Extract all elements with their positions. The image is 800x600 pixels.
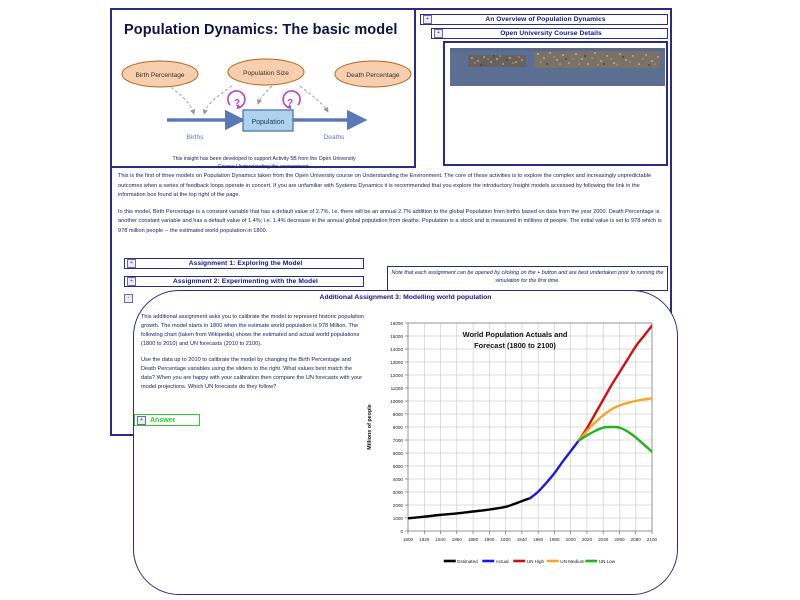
body-text: [118, 172, 666, 244]
page-title: Population Dynamics: The basic model: [124, 22, 398, 38]
y-axis-tick: 7000: [392, 438, 403, 444]
legend-label-un-medium: UN Medium: [560, 558, 585, 564]
model-panel: [112, 10, 416, 168]
assignment-1-label: Assignment 1: Exploring the Model: [188, 260, 303, 267]
body-paragraph-2: In this model, Birth Percentage is a constant variable that has a default value of 2.7%, i.e. there will be an annual 2.7% addition to the global Population from births based on data from the year 2000. Death Percentage is another constant variable and has a default value of 1.4%; i.e. 1.4% decrease in the annual global population from deaths. Population is a stock and is measured in millions of people. The initial value is set to 978 which is 978 million people -- the estimated world population in 1800.: [118, 208, 662, 235]
y-axis-tick: 3000: [392, 490, 403, 496]
y-axis-tick: 16000: [390, 321, 403, 327]
x-axis-tick: 1880: [467, 537, 479, 542]
population-stock-label: Population: [251, 119, 285, 126]
chart-title-line-1: World Population Actuals and: [462, 330, 568, 339]
collapse-minus-icon[interactable]: -: [124, 294, 133, 303]
assignment-note-text: Note that each assignment can be opened by clicking on the + button and are best undertaken prior to running the simulation for the first time.: [391, 270, 664, 285]
loop-question-left: ?: [233, 98, 241, 109]
feedback-loop-icon-right: [283, 91, 300, 109]
y-axis-tick: 14000: [390, 347, 403, 353]
expand-plus-icon[interactable]: +: [423, 15, 432, 24]
legend-label-un-low: UN Low: [598, 558, 616, 564]
y-axis-tick: 4000: [392, 477, 403, 483]
y-axis-tick: 15000: [390, 334, 403, 340]
x-axis-tick: 1900: [484, 537, 495, 542]
y-axis-tick: 10000: [390, 399, 403, 405]
assignment-3-paragraph-2: Use the data up to 2010 to calibrate the model by changing the Birth Percentage and Death Percentage variables using the sliders to the right. What values best match the data? When you are happy with your calibration then compare the UN forecasts with your model projections. Which UN forecasts do they follow?: [141, 357, 363, 391]
y-axis-tick: 11000: [390, 386, 403, 392]
y-axis-tick: 6000: [392, 451, 403, 457]
x-axis-tick: 2040: [598, 537, 609, 542]
population-size-label: Population Size: [243, 70, 289, 77]
deaths-flow-label: Deaths: [323, 134, 345, 141]
model-caption-line2: Course Understanding the environment.: [218, 163, 310, 170]
x-axis-tick: 2060: [614, 537, 625, 542]
y-axis-tick: 2000: [392, 503, 403, 509]
birth-percentage-label: Birth Percentage: [135, 72, 185, 79]
x-axis-tick: 2080: [630, 537, 641, 542]
assignment-2-bar[interactable]: [124, 276, 364, 287]
answer-button[interactable]: [134, 414, 200, 426]
y-axis-tick: 5000: [392, 464, 403, 470]
chart-title-line-2: Forecast (1800 to 2100): [474, 341, 556, 350]
x-axis-tick: 2100: [646, 537, 658, 542]
death-percentage-label: Death Percentage: [346, 72, 400, 79]
y-axis-tick: 9000: [392, 412, 403, 418]
course-details-accordion-bar[interactable]: [431, 28, 668, 39]
assignment-3-paragraph-1: This additional assignment asks you to calibrate the model to represent historic population growth. The model starts in 1800 when the estimate world population is 978 Million. The following chart (taken from Wikipedia) shows the estimated and actual world populations (1800 to 2010) and UN forecasts (2010 to 2100).: [141, 314, 364, 348]
y-axis-tick: 13000: [390, 360, 403, 366]
assignment-3-text: [141, 313, 364, 399]
feedback-loop-icon-left: [228, 91, 245, 109]
legend-label-estimated: Estimated: [457, 558, 478, 564]
assignment-note-box: [387, 266, 668, 291]
course-photo-panel: [443, 41, 668, 166]
y-axis-label: Millions of people: [367, 404, 373, 450]
course-details-accordion-label: Open University Course Details: [500, 30, 602, 37]
assignment-1-bar[interactable]: [124, 258, 364, 269]
model-caption-line1: This insight has been developed to support Activity 5B from the Open University: [172, 156, 356, 162]
answer-button-label: Answer: [150, 416, 176, 424]
x-axis-tick: 1940: [516, 537, 527, 542]
world-population-chart: [358, 315, 668, 580]
overview-accordion-label: An Overview of Population Dynamics: [485, 16, 606, 23]
x-axis-tick: 1840: [435, 537, 446, 542]
legend-label-actual: Actual: [495, 558, 509, 564]
crowd-photo: [450, 48, 665, 86]
x-axis-tick: 1820: [419, 537, 430, 542]
expand-plus-icon[interactable]: +: [137, 416, 146, 425]
x-axis-tick: 1800: [402, 537, 414, 542]
loop-question-right: ?: [286, 98, 294, 109]
model-caption: [118, 156, 410, 171]
body-paragraph-1: This is the first of three models on Population Dynamics taken from the Open University course on Understanding the Environment. The core of these activities is to explore the complex and increasingly unpredictable outcomes when a series of feedback loops operate in concert. If you are unfamiliar with Systems Dynamics it is recommended that you explore the introductory Insight models accessed by following the link in the information box found at the top right of the page.: [118, 173, 652, 199]
x-axis-tick: 1960: [533, 537, 544, 542]
y-axis-tick: 0: [400, 529, 403, 535]
y-axis-tick: 1000: [392, 516, 403, 522]
expand-plus-icon[interactable]: +: [127, 277, 136, 286]
assignment-2-label: Assignment 2: Experimenting with the Model: [173, 278, 318, 285]
expand-plus-icon[interactable]: +: [127, 259, 136, 268]
assignment-3-title: Additional Assignment 3: Modelling world population: [319, 294, 492, 301]
births-flow-label: Births: [186, 134, 204, 141]
system-dynamics-diagram: [112, 44, 416, 142]
x-axis-tick: 1980: [549, 537, 560, 542]
x-axis-tick: 2020: [581, 537, 593, 542]
legend-label-un-high: UN High: [526, 558, 545, 564]
x-axis-tick: 2000: [565, 537, 576, 542]
overview-accordion-bar[interactable]: [420, 14, 668, 25]
x-axis-tick: 1920: [500, 537, 511, 542]
x-axis-tick: 1860: [451, 537, 462, 542]
y-axis-tick: 8000: [392, 425, 403, 431]
y-axis-tick: 12000: [390, 373, 403, 379]
expand-plus-icon[interactable]: +: [434, 29, 443, 38]
